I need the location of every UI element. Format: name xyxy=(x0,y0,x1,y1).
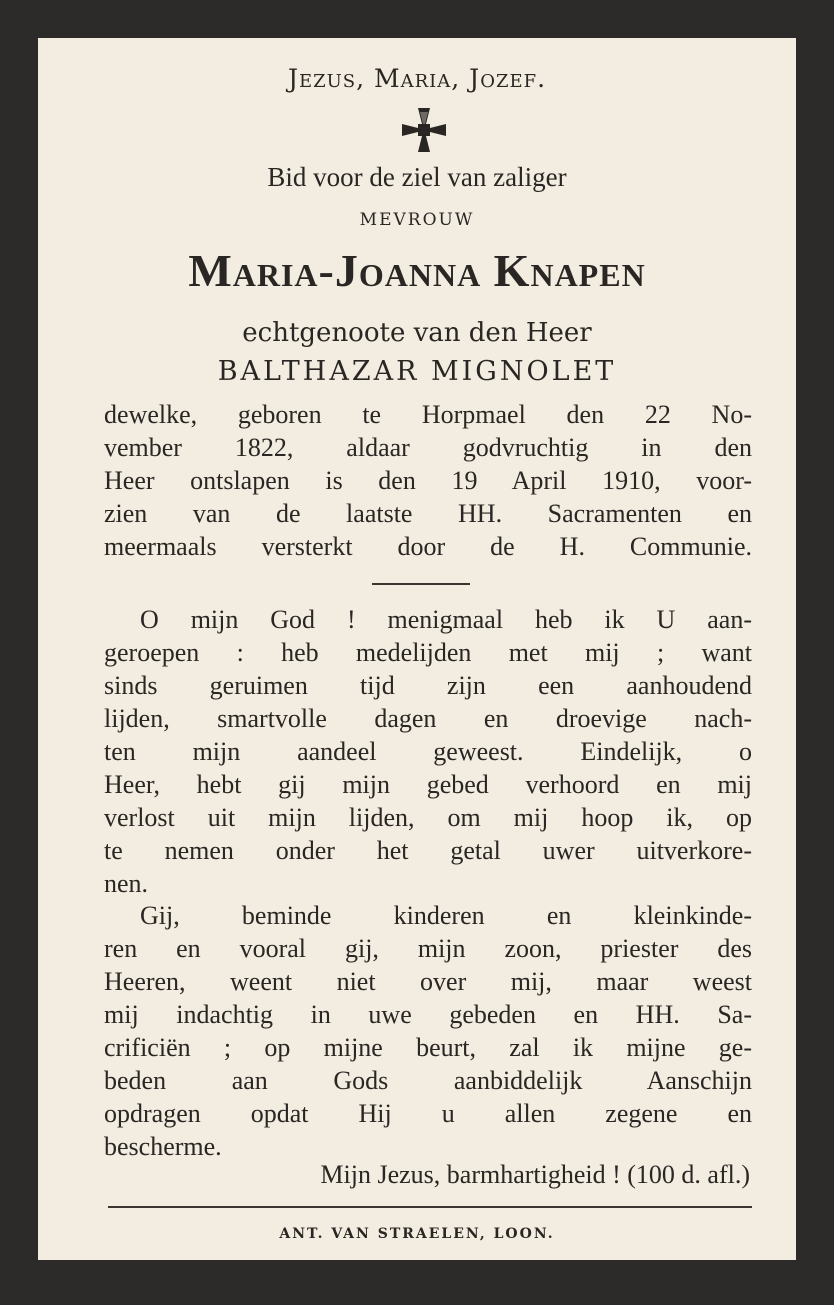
text-line: zien van de laatste HH. Sacramenten en xyxy=(104,499,752,528)
text-line: verlost uit mijn lijden, om mij hoop ik, op xyxy=(104,803,752,832)
text-line: te nemen onder het getal uwer uitverkore- xyxy=(104,836,752,865)
text-line: bescherme. xyxy=(104,1132,222,1161)
text-line: Gij, beminde kinderen en kleinkinde- xyxy=(140,901,752,930)
text-line: beden aan Gods aanbiddelijk Aanschijn xyxy=(104,1066,752,1095)
text-line: ten mijn aandeel geweest. Eindelijk, o xyxy=(104,737,752,766)
text-line: Heeren, weent niet over mij, maar weest xyxy=(104,967,752,996)
honorific-title: MEVROUW xyxy=(359,210,475,230)
text-line: mij indachtig in uwe gebeden en HH. Sa- xyxy=(104,1000,752,1029)
closing-invocation: Mijn Jezus, barmhartigheid ! (100 d. afl.) xyxy=(320,1160,750,1189)
text-line: ren en vooral gij, mijn zoon, priester des xyxy=(104,934,752,963)
text-line: nen. xyxy=(104,869,149,898)
text-line: crificiën ; op mijne beurt, zal ik mijne ge- xyxy=(104,1033,752,1062)
deceased-name: Maria-Joanna Knapen xyxy=(188,245,646,296)
text-line: O mijn God ! menigmaal heb ik U aan- xyxy=(140,605,752,634)
text-line: opdragen opdat Hij u allen zegene en xyxy=(104,1099,752,1128)
printer-imprint: ANT. VAN STRAELEN, LOON. xyxy=(279,1226,555,1242)
memorial-card xyxy=(38,38,796,1260)
text-line: geroepen : heb medelijden met mij ; want xyxy=(104,638,752,667)
biography-paragraph xyxy=(104,398,752,563)
short-divider xyxy=(372,583,470,585)
text-line: meermaals versterkt door de H. Communie. xyxy=(104,532,752,561)
text-line: dewelke, geboren te Horpmael den 22 No- xyxy=(104,400,752,429)
prayer-paragraph-2 xyxy=(104,899,752,1163)
text-line: lijden, smartvolle dagen en droevige nach- xyxy=(104,704,752,733)
spouse-intro: echtgenoote van den Heer xyxy=(242,318,592,348)
long-divider xyxy=(108,1206,752,1208)
text-line: Heer, hebt gij mijn gebed verhoord en mij xyxy=(104,770,752,799)
text-line: vember 1822, aldaar godvruchtig in den xyxy=(104,433,752,462)
prayer-paragraph-1 xyxy=(104,603,752,900)
text-line: Heer ontslapen is den 19 April 1910, voor- xyxy=(104,466,752,495)
invocation: Jezus, Maria, Jozef. xyxy=(287,64,547,93)
spouse-name: BALTHAZAR MIGNOLET xyxy=(217,356,617,387)
prayer-request: Bid voor de ziel van zaliger xyxy=(267,162,567,192)
cross-pattee-icon xyxy=(398,104,450,156)
text-line: sinds geruimen tijd zijn een aanhoudend xyxy=(104,671,752,700)
